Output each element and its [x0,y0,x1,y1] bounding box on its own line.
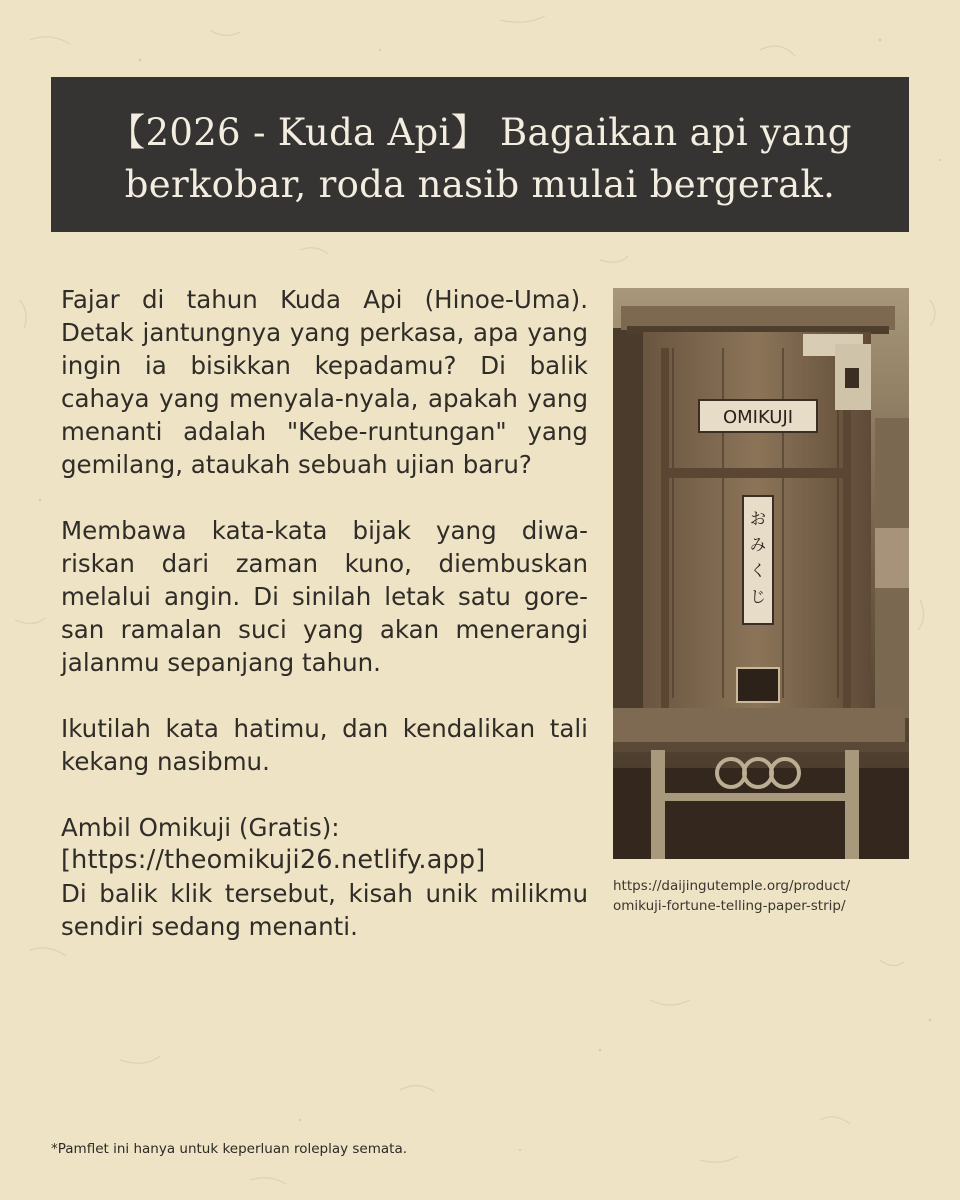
photo-source-caption: https://daijingutemple.org/product/ omikuji-fortune-telling-paper-strip/ [613,878,850,914]
paragraph-intro: Fajar di tahun Kuda Api (Hinoe-Uma). Detak jantungnya yang perkasa, apa yang ingin ia bisikkan kepadamu? Di balik cahaya yang menyala-nyala, apakah yang menanti adalah "Kebe-runtungan" yang gemilang, ataukah sebuah ujian baru? [61,285,588,479]
page-title: 【2026 - Kuda Api】 Bagaikan api yang berkobar, roda nasib mulai bergerak. [108,111,852,206]
omikuji-link[interactable]: [https://theomikuji26.netlify.app] [61,845,486,875]
footnote: *Pamflet ini hanya untuk keperluan roleplay semata. [51,1141,408,1157]
paragraph-heart: Ikutilah kata hatimu, dan kendalikan tali kekang nasibmu. [61,714,588,776]
cta-after: Di balik klik tersebut, kisah unik milikmu sendiri sedang menanti. [61,879,588,941]
cta-label: Ambil Omikuji (Gratis): [61,813,340,842]
omikuji-box-photo [613,288,909,859]
title-banner [51,77,909,232]
paragraph-wisdom: Membawa kata-kata bijak yang diwa-riskan dari zaman kuno, diembuskan melalui angin. Di sinilah letak satu gore-san ramalan suci yang akan menerangi jalanmu sepanjang tahun. [61,516,588,677]
body-text [61,283,588,943]
sign-label: OMIKUJI [722,407,794,428]
svg-text:おみくじ: おみくじ [749,509,767,606]
